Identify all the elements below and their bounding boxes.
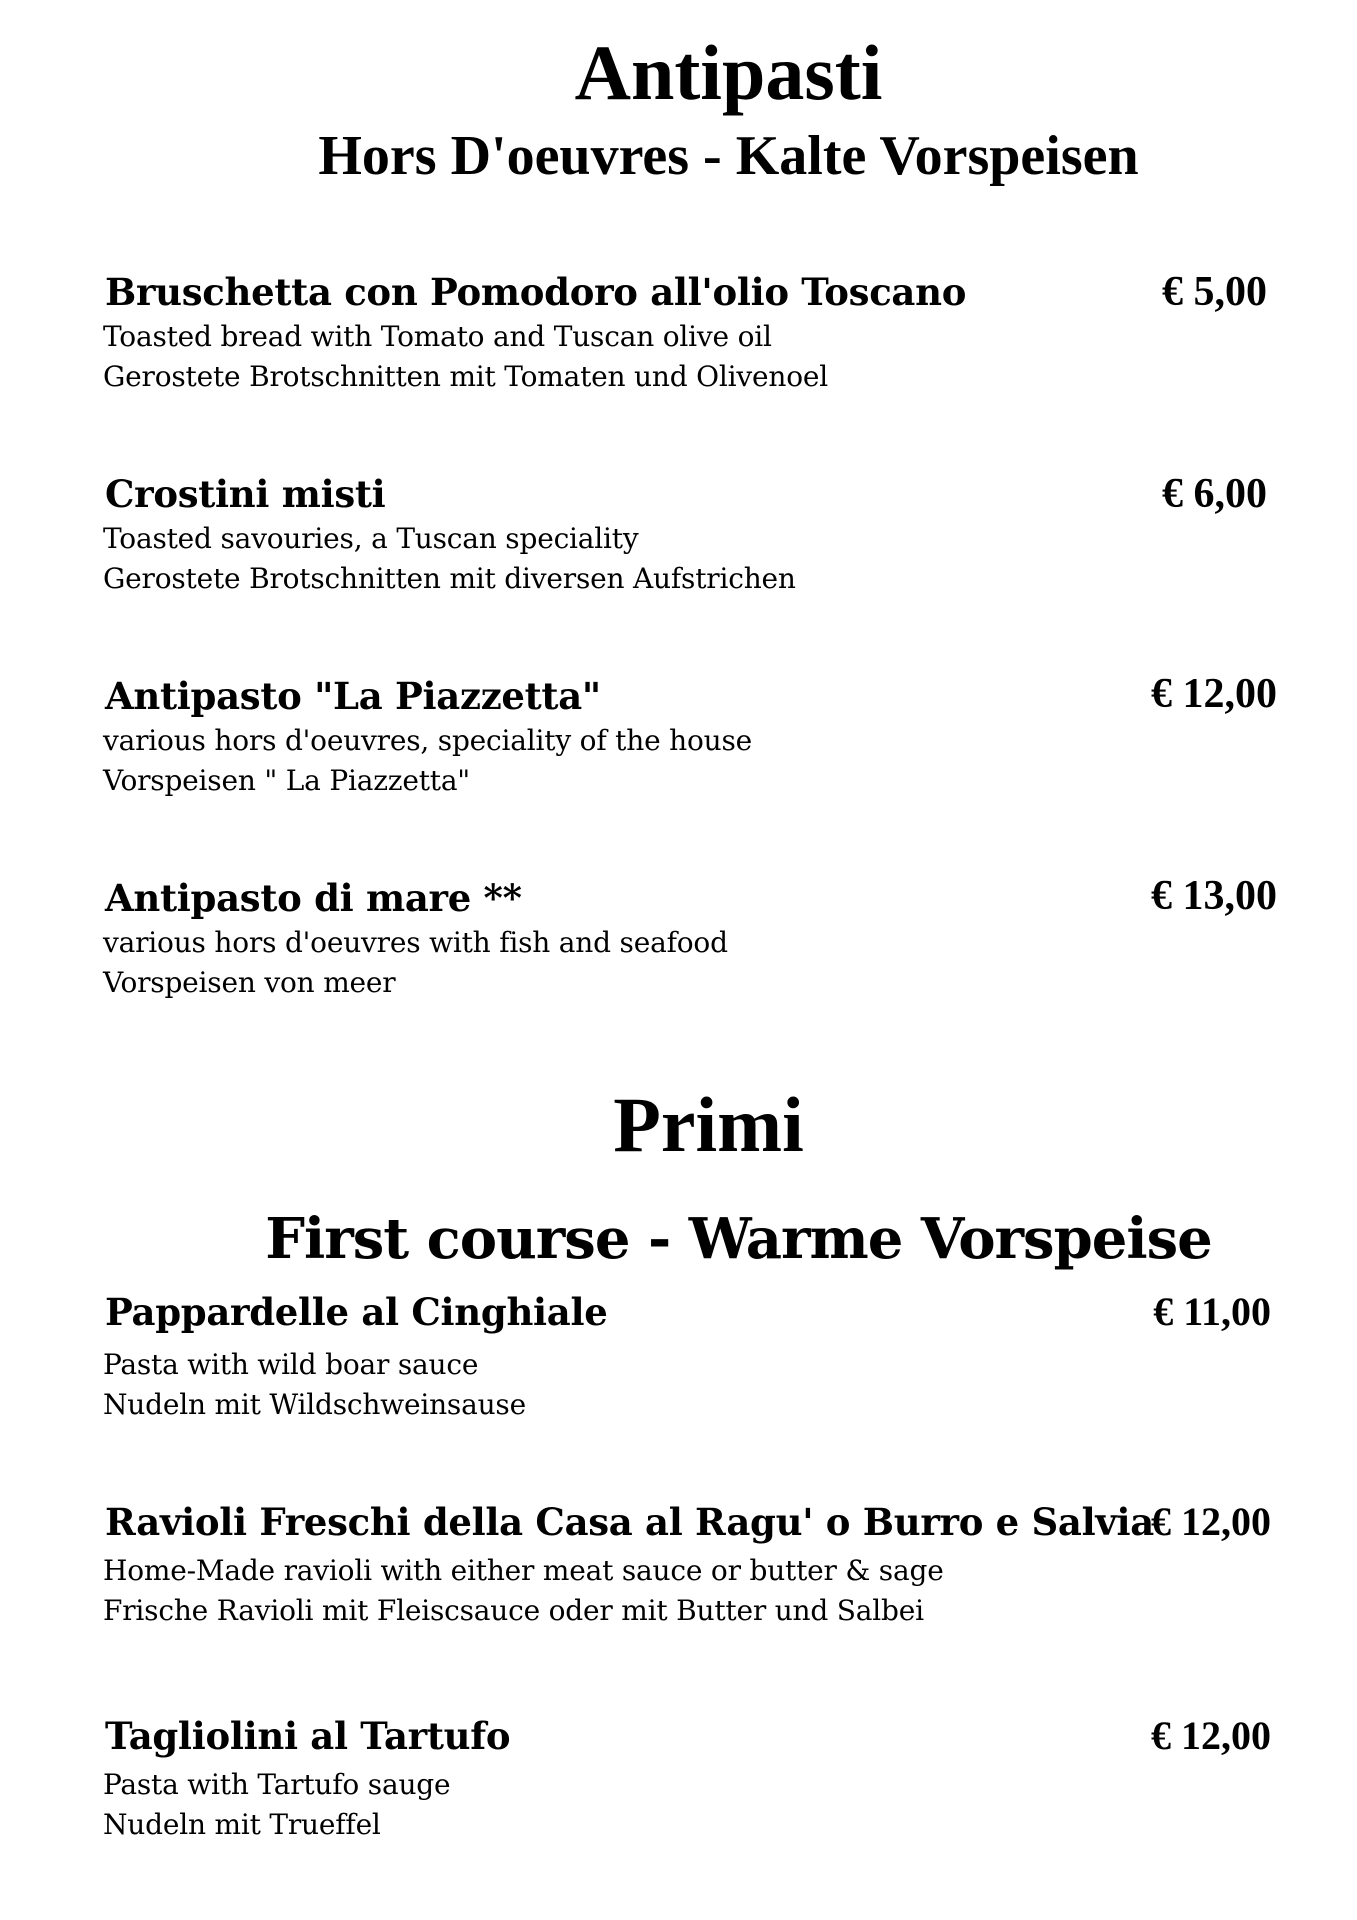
item-name: Pappardelle al Cinghiale [105,1290,608,1334]
item-price: € 12,00 [1151,1713,1271,1758]
item-price: € 6,00 [1162,471,1267,517]
item-description-de: Gerostete Brotschnitten mit Tomaten und Olivenoel [103,360,829,393]
section-subtitle-primi: First course - Warme Vorspeise [265,1206,1212,1272]
item-description-en: Toasted bread with Tomato and Tuscan olive oil [103,320,772,353]
item-name: Bruschetta con Pomodoro all'olio Toscano [105,270,967,314]
item-price: € 12,00 [1151,1499,1271,1544]
item-price: € 13,00 [1151,873,1277,919]
item-name: Crostini misti [105,472,386,516]
item-description-de: Vorspeisen von meer [103,966,396,999]
item-description-de: Frische Ravioli mit Fleiscsauce oder mit Butter und Salbei [103,1594,924,1627]
item-name: Antipasto di mare ** [105,876,522,920]
item-price: € 11,00 [1153,1289,1271,1334]
item-description-en: Pasta with wild boar sauce [103,1348,479,1381]
item-name: Tagliolini al Tartufo [105,1714,511,1758]
item-name: Ravioli Freschi della Casa al Ragu' o Burro e Salvia [105,1500,1154,1544]
section-subtitle-antipasti: Hors D'oeuvres - Kalte Vorspeisen [318,125,1139,187]
item-description-en: various hors d'oeuvres with fish and seafood [103,926,728,959]
section-title-primi: Primi [613,1081,804,1168]
item-description-en: various hors d'oeuvres, speciality of the house [103,724,752,757]
item-description-de: Gerostete Brotschnitten mit diversen Aufstrichen [103,562,796,595]
section-title-antipasti: Antipasti [574,29,883,116]
item-description-en: Toasted savouries, a Tuscan speciality [103,522,639,555]
item-description-de: Nudeln mit Wildschweinsause [103,1388,526,1421]
item-price: € 12,00 [1151,671,1277,717]
item-name: Antipasto "La Piazzetta" [105,674,601,718]
item-price: € 5,00 [1162,269,1267,315]
item-description-de: Nudeln mit Trueffel [103,1808,381,1841]
item-description-de: Vorspeisen " La Piazzetta" [103,764,470,797]
item-description-en: Home-Made ravioli with either meat sauce or butter & sage [103,1554,944,1587]
item-description-en: Pasta with Tartufo sauge [103,1768,451,1801]
